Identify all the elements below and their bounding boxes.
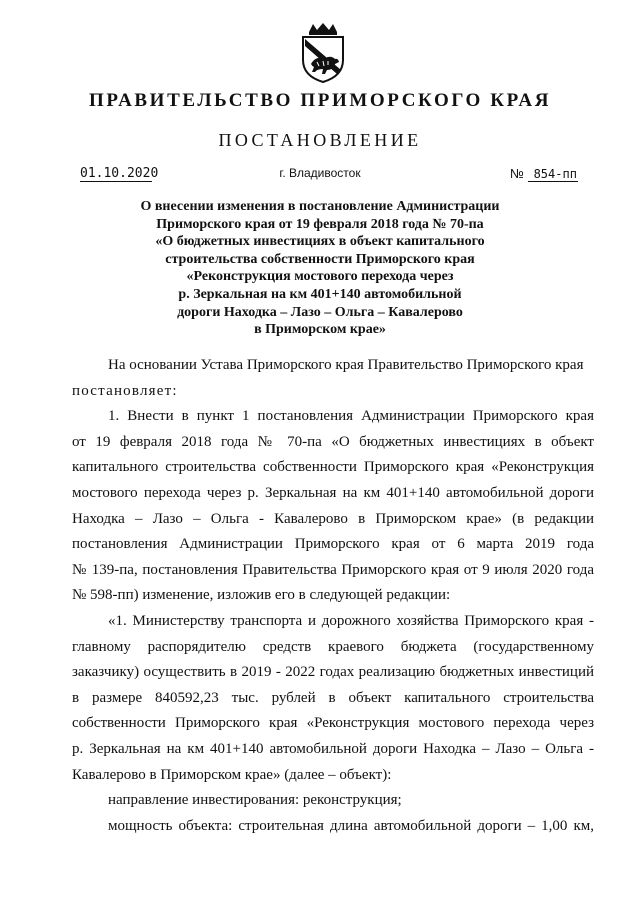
subject-line: р. Зеркальная на км 401+140 автомобильной [178, 286, 462, 302]
document-subject [0, 198, 640, 339]
document-number [510, 166, 578, 182]
subject-line: строительства собственности Приморского края [165, 251, 475, 267]
number-value: 854-пп [528, 167, 578, 182]
body-line: Кавалерово в Приморском крае» (далее – объект): [72, 766, 392, 783]
subject-line: «О бюджетных инвестициях в объект капитального [155, 234, 485, 250]
number-label: № [510, 166, 524, 181]
body-line: мостового перехода через р. Зеркальная на км 401+140 автомобильной дороги [72, 484, 594, 501]
body-line: № 598-пп) изменение, изложив его в следующей редакции: [72, 587, 451, 604]
body-line: главному распорядителю средств краевого бюджета (государственному [72, 638, 594, 655]
subject-line: в Приморском крае» [254, 322, 386, 338]
body-line: постановляет: [72, 382, 178, 399]
body-line: № 139-па, постановления Правительства Приморского края от 9 июля 2020 года [72, 561, 594, 578]
document-date: 01.10.2020 [80, 166, 159, 181]
body-line: от 19 февраля 2018 года № 70-па «О бюджетных инвестициях в объект [72, 433, 594, 450]
body-line: 1. Внести в пункт 1 постановления Администрации Приморского края [108, 408, 594, 425]
body-line: На основании Устава Приморского края Правительство Приморского края [108, 357, 584, 373]
document-type: ПОСТАНОВЛЕНИЕ [218, 130, 422, 150]
body-line: капитального строительства собственности Приморского края «Реконструкция [72, 459, 594, 476]
document-body [72, 353, 594, 839]
subject-line: Приморского края от 19 февраля 2018 года № 70-па [156, 216, 484, 232]
document-city: г. Владивосток [279, 166, 361, 180]
coat-of-arms-emblem [297, 22, 349, 84]
subject-line: дороги Находка – Лазо – Ольга – Кавалерово [177, 304, 463, 320]
subject-line: «Реконструкция мостового перехода через [186, 269, 454, 285]
body-line: в размере 840592,23 тыс. рублей в объект капитального строительства [72, 689, 594, 706]
government-title: ПРАВИТЕЛЬСТВО ПРИМОРСКОГО КРАЯ [88, 90, 552, 111]
body-line: собственности Приморского края «Реконструкция мостового перехода через [72, 715, 594, 732]
body-line: заказчику) осуществить в 2019 - 2022 годах реализацию бюджетных инвестиций [72, 664, 594, 681]
body-line: направление инвестирования: реконструкция; [108, 792, 402, 809]
body-line: «1. Министерству транспорта и дорожного хозяйства Приморского края - [108, 612, 594, 629]
subject-line: О внесении изменения в постановление Администрации [140, 199, 500, 214]
body-line: постановления Администрации Приморского края от 6 марта 2019 года [72, 536, 594, 553]
body-line: Находка – Лазо – Ольга - Кавалерово в Приморском крае» (в редакции [72, 510, 594, 527]
body-line: мощность объекта: строительная длина автомобильной дороги – 1,00 км, [108, 817, 594, 834]
body-line: р. Зеркальная на км 401+140 автомобильной дороги Находка – Лазо – Ольга - [72, 740, 594, 757]
